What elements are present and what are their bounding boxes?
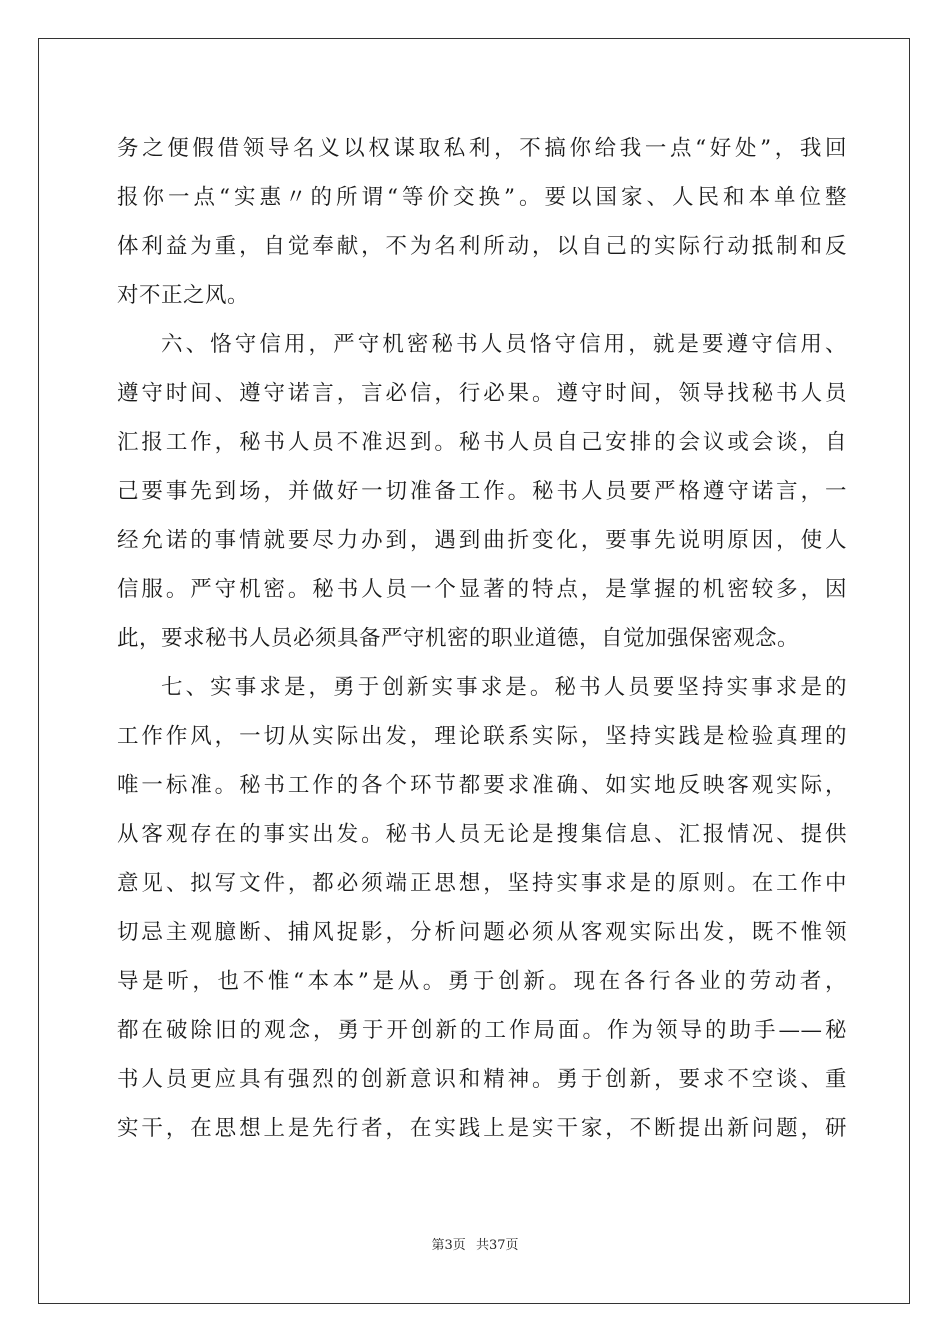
text-line: 信服。严守机密。秘书人员一个显著的特点，是掌握的机密较多，因 bbox=[117, 577, 847, 602]
total-pages: 共37页 bbox=[475, 1238, 519, 1253]
text-line: 实干，在思想上是先行者，在实践上是实干家，不断提出新问题，研 bbox=[117, 1116, 847, 1141]
page-footer bbox=[0, 1234, 950, 1253]
text-line: 切忌主观臆断、捕风捉影，分析问题必须从客观实际出发，既不惟领 bbox=[117, 920, 847, 945]
text-line: 导是听，也不惟“本本”是从。勇于创新。现在各行各业的劳动者， bbox=[117, 969, 847, 994]
text-line: 工作作风，一切从实际出发，理论联系实际，坚持实践是检验真理的 bbox=[117, 724, 847, 749]
text-line: 书人员更应具有强烈的创新意识和精神。勇于创新，要求不空谈、重 bbox=[117, 1067, 847, 1092]
text-line: 体利益为重，自觉奉献，不为名利所动，以自己的实际行动抵制和反 bbox=[117, 234, 847, 259]
document-body bbox=[117, 124, 847, 1153]
text-line: 汇报工作，秘书人员不准迟到。秘书人员自己安排的会议或会谈，自 bbox=[117, 430, 847, 455]
text-line: 意见、拟写文件，都必须端正思想，坚持实事求是的原则。在工作中 bbox=[117, 871, 847, 896]
text-line: 六、恪守信用，严守机密秘书人员恪守信用，就是要遵守信用、 bbox=[161, 332, 847, 357]
text-line: 己要事先到场，并做好一切准备工作。秘书人员要严格遵守诺言，一 bbox=[117, 479, 847, 504]
text-line: 此，要求秘书人员必须具备严守机密的职业道德，自觉加强保密观念。 bbox=[117, 626, 800, 651]
text-line: 经允诺的事情就要尽力办到，遇到曲折变化，要事先说明原因，使人 bbox=[117, 528, 847, 553]
text-line: 唯一标准。秘书工作的各个环节都要求准确、如实地反映客观实际， bbox=[117, 773, 847, 798]
text-line: 务之便假借领导名义以权谋取私利，不搞你给我一点“好处”，我回 bbox=[117, 136, 847, 161]
text-line: 报你一点“实惠〃的所谓“等价交换”。要以国家、人民和本单位整 bbox=[117, 185, 847, 210]
current-page-number: 第3页 bbox=[431, 1238, 466, 1253]
text-line: 七、实事求是，勇于创新实事求是。秘书人员要坚持实事求是的 bbox=[161, 675, 847, 700]
text-line: 从客观存在的事实出发。秘书人员无论是搜集信息、汇报情况、提供 bbox=[117, 822, 847, 847]
text-line: 遵守时间、遵守诺言，言必信，行必果。遵守时间，领导找秘书人员 bbox=[117, 381, 847, 406]
text-line: 对不正之风。 bbox=[117, 283, 250, 308]
text-line: 都在破除旧的观念，勇于开创新的工作局面。作为领导的助手——秘 bbox=[117, 1018, 847, 1043]
